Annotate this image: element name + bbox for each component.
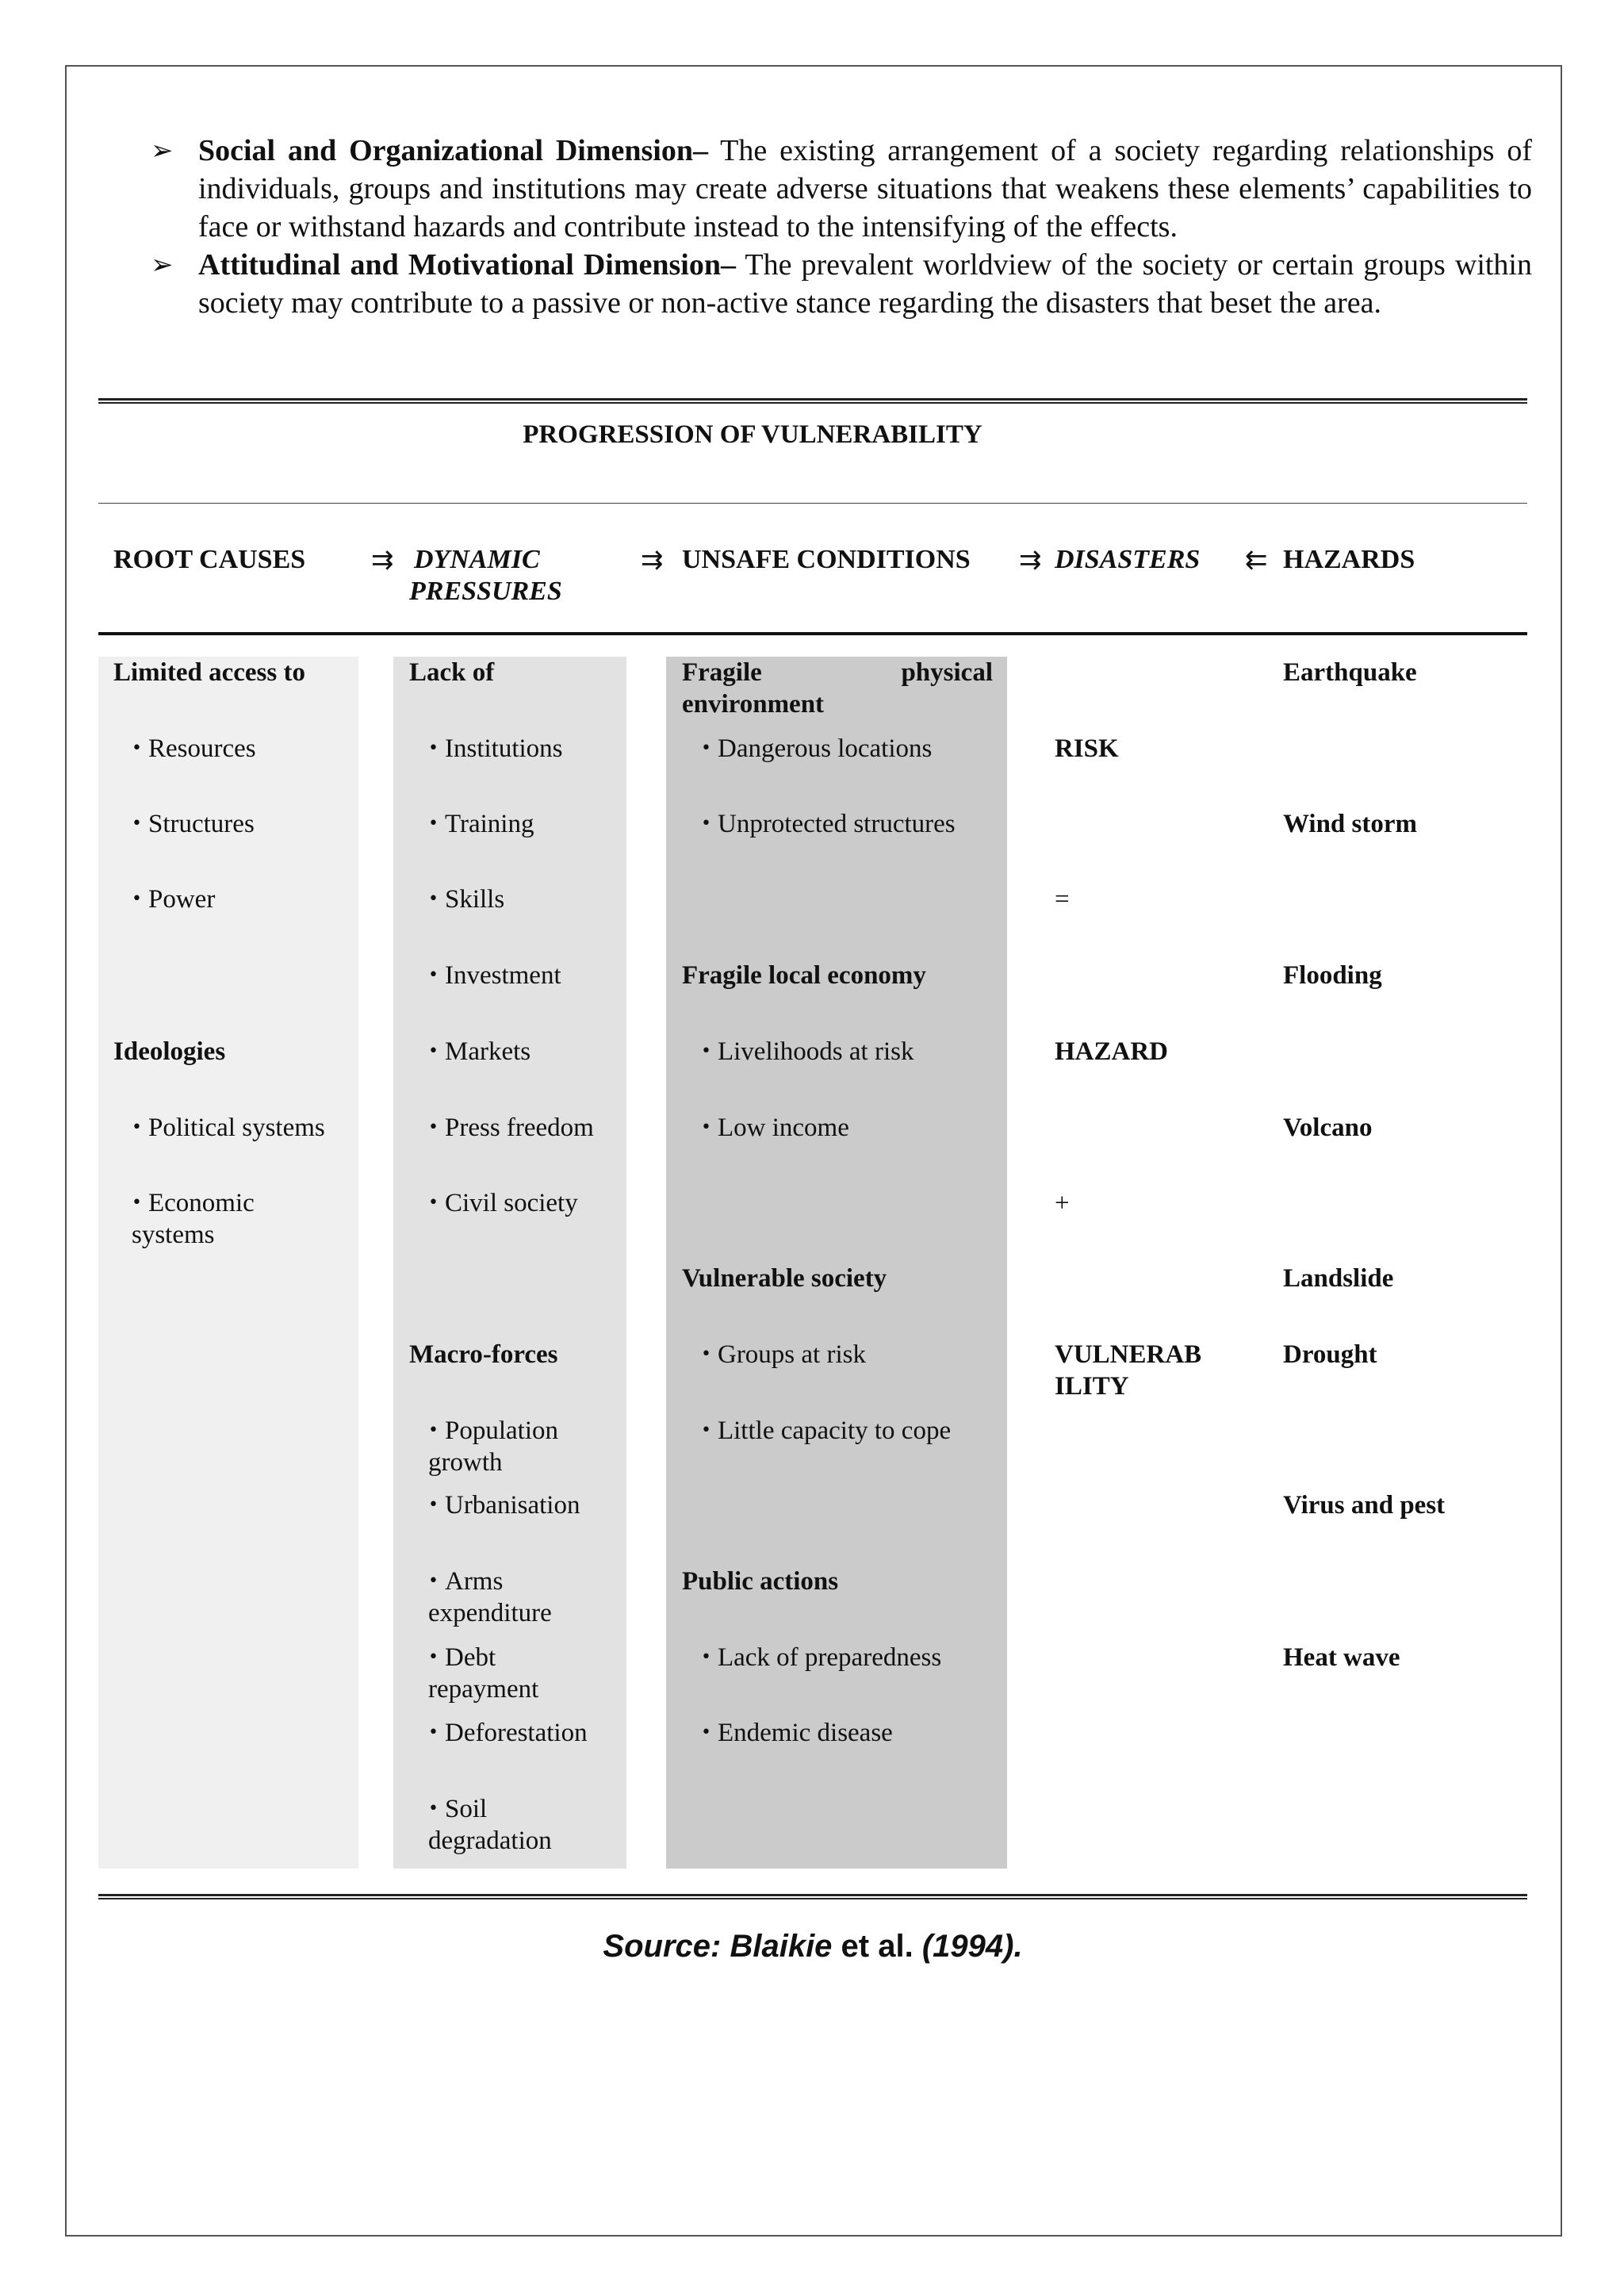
dynamic-item-population-growth: • Population growth: [428, 1416, 558, 1477]
header-hazards: HAZARDS: [1283, 545, 1415, 574]
bullet-social-organizational: [151, 132, 1532, 246]
dynamic-item-civil-society: • Civil society: [428, 1189, 578, 1217]
hazard-volcano: Volcano: [1283, 1114, 1373, 1142]
dynamic-item-deforestation: • Deforestation: [428, 1719, 588, 1747]
disasters-vulnerability: VULNERAB ILITY: [1055, 1340, 1202, 1401]
unsafe-heading-fragile-local-economy: Fragile local economy: [682, 961, 926, 990]
root-item-resources: • Resources: [132, 734, 256, 763]
root-item-power: • Power: [132, 885, 216, 914]
disasters-equals: =: [1055, 885, 1070, 914]
hazard-wind-storm: Wind storm: [1283, 810, 1417, 838]
figure-bottom-rule: [98, 1894, 1527, 1899]
root-item-economic-systems: • Economic systems: [132, 1189, 255, 1249]
dynamic-item-soil-degradation: • Soil degradation: [428, 1795, 552, 1855]
bullet-title: Attitudinal and Motivational Dimension–: [198, 248, 736, 282]
arrowhead-bullet-icon: ➢: [151, 135, 174, 167]
left-double-arrow-icon: ⇇: [1245, 544, 1268, 576]
dynamic-item-institutions: • Institutions: [428, 734, 563, 763]
bullet-attitudinal-motivational: [151, 246, 1532, 322]
hazard-virus-and-pest: Virus and pest: [1283, 1491, 1446, 1520]
source-caption: Source: Blaikie et al. (1994).: [603, 1929, 1023, 1964]
unsafe-item-little-capacity-to-cope: • Little capacity to cope: [701, 1416, 952, 1445]
arrowhead-bullet-icon: ➢: [151, 249, 174, 281]
dynamic-item-markets: • Markets: [428, 1037, 531, 1066]
dynamic-item-investment: • Investment: [428, 961, 561, 990]
header-disasters: DISASTERS: [1055, 545, 1201, 574]
figure-title: PROGRESSION OF VULNERABILITY: [523, 420, 982, 449]
header-top-rule: [98, 503, 1527, 504]
root-item-structures: • Structures: [132, 810, 255, 838]
bullet-list: [151, 132, 1532, 322]
hazard-heat-wave: Heat wave: [1283, 1643, 1400, 1672]
header-bottom-rule: [98, 632, 1527, 635]
dynamic-item-arms-expenditure: • Arms expenditure: [428, 1567, 552, 1627]
dynamic-item-urbanisation: • Urbanisation: [428, 1491, 580, 1520]
dynamic-heading-macro-forces: Macro-forces: [409, 1340, 558, 1369]
header-unsafe-conditions: UNSAFE CONDITIONS: [682, 545, 971, 574]
disasters-risk: RISK: [1055, 734, 1119, 763]
bullet-title: Social and Organizational Dimension–: [198, 134, 708, 167]
dynamic-heading-lack-of: Lack of: [409, 658, 495, 687]
dynamic-item-debt-repayment: • Debt repayment: [428, 1643, 539, 1704]
unsafe-heading-public-actions: Public actions: [682, 1567, 839, 1596]
root-heading-limited-access: Limited access to: [113, 658, 305, 687]
root-item-political-systems: • Political systems: [132, 1114, 325, 1142]
disasters-plus: +: [1055, 1189, 1070, 1217]
header-dynamic-pressures: [409, 544, 562, 608]
header-dynamic-line1: DYNAMIC: [414, 545, 540, 574]
dynamic-item-press-freedom: • Press freedom: [428, 1114, 594, 1142]
unsafe-item-groups-at-risk: • Groups at risk: [701, 1340, 866, 1369]
figure-top-rule: [98, 398, 1527, 404]
unsafe-heading-fragile-physical-environment: Fragile physical environment: [682, 658, 993, 719]
unsafe-item-livelihoods-at-risk: • Livelihoods at risk: [701, 1037, 914, 1066]
unsafe-item-low-income: • Low income: [701, 1114, 849, 1142]
unsafe-item-unprotected-structures: • Unprotected structures: [701, 810, 956, 838]
header-dynamic-line2: PRESSURES: [409, 577, 562, 606]
unsafe-item-endemic-disease: • Endemic disease: [701, 1719, 893, 1747]
root-heading-ideologies: Ideologies: [113, 1037, 226, 1066]
disasters-hazard: HAZARD: [1055, 1037, 1169, 1066]
hazard-earthquake: Earthquake: [1283, 658, 1417, 687]
hazard-landslide: Landslide: [1283, 1264, 1394, 1293]
bullet-text: The existing arrangement of a society regarding relationships of individuals, groups and institutions may create adverse situations that weakens these elements’ capabilities to face or withstand hazards and contribute instead to the intensifying of the effects.: [198, 134, 1532, 243]
dynamic-item-training: • Training: [428, 810, 534, 838]
right-double-arrow-icon: ⇉: [371, 544, 394, 576]
unsafe-item-dangerous-locations: • Dangerous locations: [701, 734, 933, 763]
bullet-text: The prevalent worldview of the society or certain groups within society may contribute to a passive or non-active stance regarding the disasters that beset the area.: [198, 248, 1532, 320]
hazard-flooding: Flooding: [1283, 961, 1382, 990]
unsafe-item-lack-of-preparedness: • Lack of preparedness: [701, 1643, 942, 1672]
hazard-drought: Drought: [1283, 1340, 1377, 1369]
header-root-causes: ROOT CAUSES: [113, 545, 306, 574]
unsafe-heading-vulnerable-society: Vulnerable society: [682, 1264, 887, 1293]
right-double-arrow-icon: ⇉: [1019, 544, 1042, 576]
right-double-arrow-icon: ⇉: [641, 544, 664, 576]
dynamic-item-skills: • Skills: [428, 885, 505, 914]
